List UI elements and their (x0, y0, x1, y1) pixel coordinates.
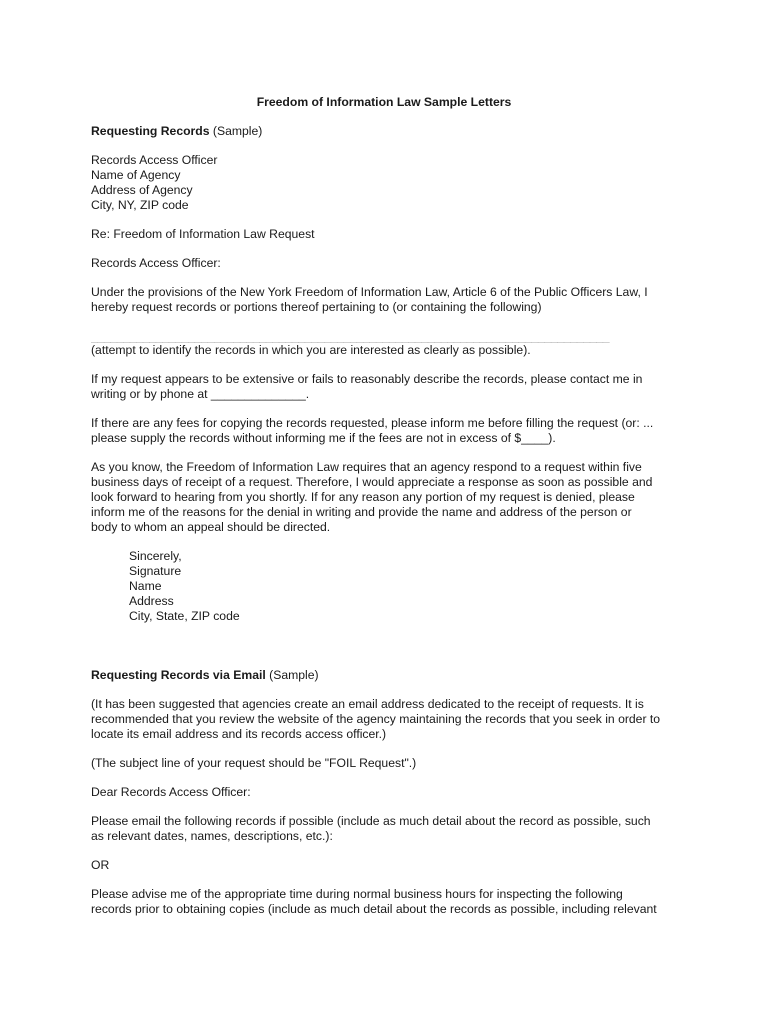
paragraph-line: inform me of the reasons for the denial in writing and provide the name and address of the person or (91, 505, 632, 519)
or-separator: OR (91, 858, 110, 872)
signoff-line: Sincerely, (129, 549, 182, 563)
signoff-line: Name (129, 579, 162, 593)
blank-rule: ________________________________________________________________________________ (91, 331, 610, 343)
signoff-line: Signature (129, 564, 182, 578)
address-line: Name of Agency (91, 168, 181, 182)
paragraph-line: If my request appears to be extensive or fails to reasonably describe the records, please contact me in (91, 372, 643, 386)
recipient-address (91, 153, 691, 213)
salutation: Records Access Officer: (91, 256, 221, 270)
address-line: City, NY, ZIP code (91, 198, 189, 212)
signoff-block (129, 549, 691, 624)
section-heading-suffix: (Sample) (265, 668, 319, 682)
address-line: Address of Agency (91, 183, 193, 197)
section-heading-text: Requesting Records via Email (91, 668, 266, 682)
paragraph-line: as relevant dates, names, descriptions, etc.): (91, 829, 333, 843)
signoff-line: Address (129, 594, 174, 608)
paragraph-line: Please advise me of the appropriate time during normal business hours for inspecting the following (91, 887, 623, 901)
intro-paragraph (91, 285, 691, 315)
paragraph-line: hereby request records or portions thereof pertaining to (or containing the following) (91, 300, 542, 314)
paragraph-line: business days of receipt of a request. Therefore, I would appreciate a response as soon as possible and (91, 475, 653, 489)
paragraph-line: body to whom an appeal should be directed. (91, 520, 331, 534)
paragraph-line: locate its email address and its records access officer.) (91, 727, 387, 741)
section-heading-text: Requesting Records (91, 124, 210, 138)
records-description-block (91, 331, 691, 358)
response-paragraph (91, 460, 691, 535)
section-heading-requesting-records (91, 124, 691, 139)
paragraph-line: As you know, the Freedom of Information Law requires that an agency respond to a request within five (91, 460, 642, 474)
paragraph-line: please supply the records without informing me if the fees are not in excess of $____). (91, 431, 556, 445)
inspect-request-paragraph (91, 887, 691, 917)
paragraph-line: (It has been suggested that agencies create an email address dedicated to the receipt of requests. It is (91, 697, 644, 711)
paragraph-line: writing or by phone at ______________. (91, 387, 310, 401)
extensive-paragraph (91, 372, 691, 402)
email-salutation: Dear Records Access Officer: (91, 785, 251, 799)
signoff-line: City, State, ZIP code (129, 609, 240, 623)
email-request-paragraph (91, 814, 691, 844)
paragraph-line: Please email the following records if possible (include as much detail about the record as possible, such (91, 814, 651, 828)
section-heading-suffix: (Sample) (209, 124, 263, 138)
fees-paragraph (91, 416, 691, 446)
identify-note: (attempt to identify the records in which you are interested as clearly as possible). (91, 343, 531, 357)
address-line: Records Access Officer (91, 153, 218, 167)
paragraph-line: recommended that you review the website of the agency maintaining the records that you seek in order to (91, 712, 661, 726)
re-line: Re: Freedom of Information Law Request (91, 227, 315, 241)
paragraph-line: Under the provisions of the New York Freedom of Information Law, Article 6 of the Public Officers Law, I (91, 285, 648, 299)
paragraph-line: If there are any fees for copying the records requested, please inform me before filling the request (or: ... (91, 416, 654, 430)
subject-line-note: (The subject line of your request should be "FOIL Request".) (91, 756, 417, 770)
section-heading-email (91, 668, 691, 683)
document-page (91, 95, 691, 931)
suggestion-paragraph (91, 697, 691, 742)
paragraph-line: records prior to obtaining copies (include as much detail about the records as possible, including relevant (91, 902, 657, 916)
paragraph-line: look forward to hearing from you shortly. If for any reason any portion of my request is denied, please (91, 490, 635, 504)
document-title: Freedom of Information Law Sample Letters (256, 95, 512, 109)
